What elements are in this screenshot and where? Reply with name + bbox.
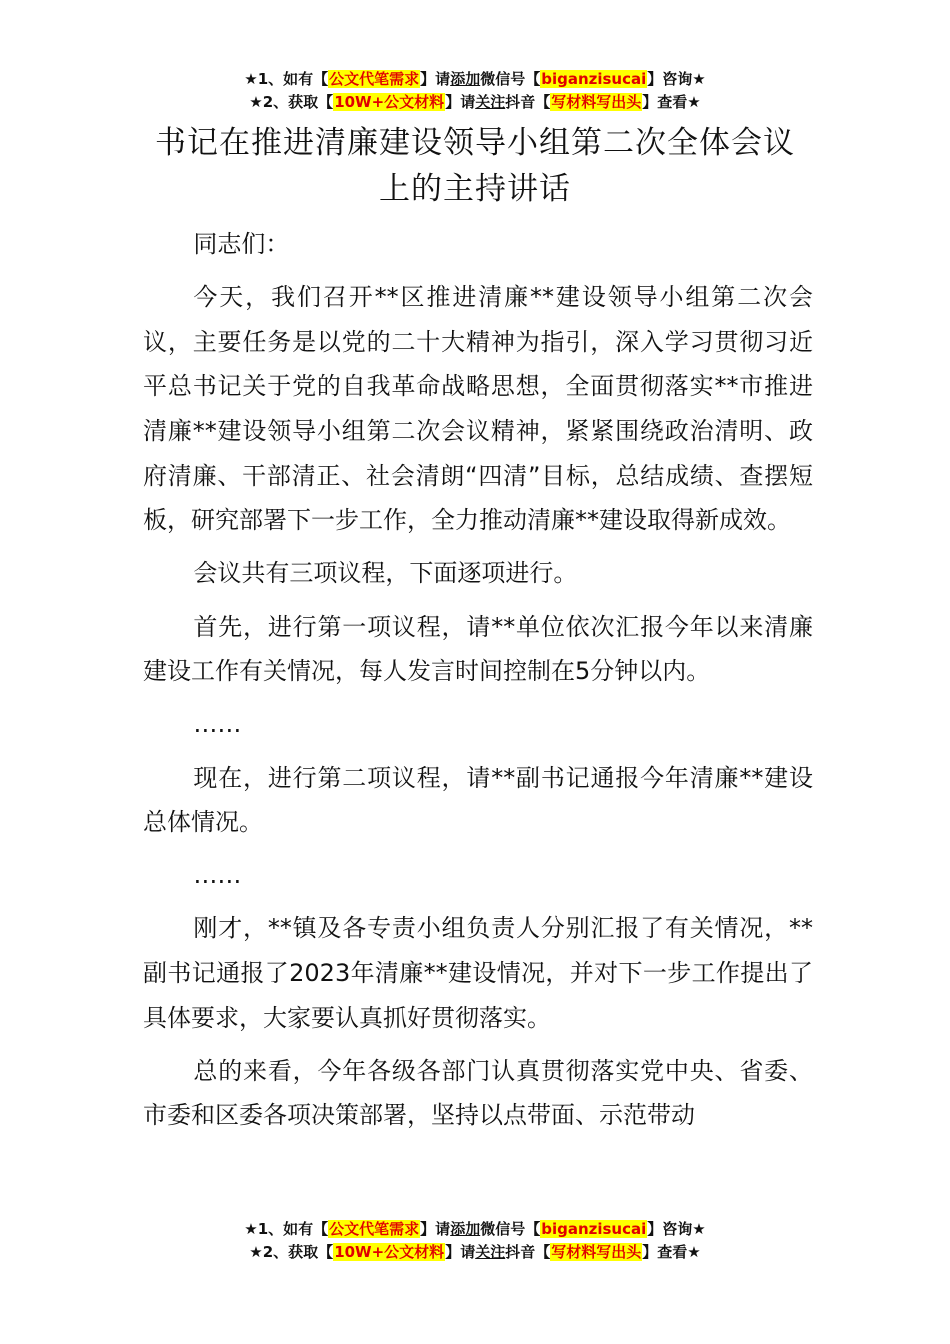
body-paragraph: 现在，进行第二项议程，请**副书记通报今年清廉**建设总体情况。 bbox=[143, 763, 813, 837]
body-paragraph: 总的来看，今年各级各部门认真贯彻落实党中央、省委、市委和区委各项决策部署，坚持以点带面、示范带动 bbox=[143, 1056, 813, 1130]
document-title: 书记在推进清廉建设领导小组第二次全体会议上的主持讲话 bbox=[155, 125, 795, 207]
document-body bbox=[143, 222, 813, 1147]
promo-underlined-text: 关注 bbox=[475, 1243, 506, 1261]
promo-text: 】咨询★ bbox=[647, 70, 706, 88]
promo-wechat-id: biganzisucai bbox=[541, 70, 647, 88]
promo-text: 】查看★ bbox=[642, 93, 701, 111]
promo-text: 】请 bbox=[420, 70, 451, 88]
body-paragraph: 刚才，**镇及各专责小组负责人分别汇报了有关情况，**副书记通报了2023年清廉**建设情况，并对下一步工作提出了具体要求，大家要认真抓好贯彻落实。 bbox=[143, 914, 813, 1032]
body-paragraph: …… bbox=[193, 861, 242, 890]
promo-highlight: 公文代笔需求 bbox=[329, 1220, 420, 1238]
body-paragraph: 同志们： bbox=[193, 230, 290, 258]
promo-underlined-text: 添加 bbox=[450, 1220, 481, 1238]
promo-highlight: 10W+公文材料 bbox=[334, 1243, 445, 1261]
promo-line-1 bbox=[0, 1218, 950, 1241]
body-paragraph: 会议共有三项议程，下面逐项进行。 bbox=[193, 559, 578, 588]
promo-wechat-id: biganzisucai bbox=[541, 1220, 647, 1238]
promo-text: 】查看★ bbox=[642, 1243, 701, 1261]
header-promo-banner bbox=[0, 68, 950, 114]
promo-text: 】请 bbox=[445, 93, 476, 111]
promo-highlight: 10W+公文材料 bbox=[334, 93, 445, 111]
promo-highlight: 公文代笔需求 bbox=[329, 70, 420, 88]
body-paragraph: 今天，我们召开**区推进清廉**建设领导小组第二次会议，主要任务是以党的二十大精神为指引，深入学习贯彻习近平总书记关于党的自我革命战略思想，全面贯彻落实**市推进清廉**建设领导小组第二次会议精神，紧紧围绕政治清明、政府清廉、干部清正、社会清朗“四清”目标，总结成绩、查摆短板，研究部署下一步工作，全力推动清廉**建设取得新成效。 bbox=[143, 283, 813, 535]
promo-text: 】咨询★ bbox=[647, 1220, 706, 1238]
promo-line-1 bbox=[0, 68, 950, 91]
promo-text: 抖音【 bbox=[505, 93, 551, 111]
promo-text: ★1、如有【 bbox=[244, 70, 329, 88]
promo-underlined-text: 添加 bbox=[450, 70, 481, 88]
body-paragraph: 首先，进行第一项议程，请**单位依次汇报今年以来清廉建设工作有关情况，每人发言时间控制在5分钟以内。 bbox=[143, 612, 813, 686]
promo-line-2 bbox=[0, 1241, 950, 1264]
promo-douyin-id: 写材料写出头 bbox=[551, 1243, 642, 1261]
footer-promo-banner bbox=[0, 1218, 950, 1264]
promo-underlined-text: 关注 bbox=[475, 93, 506, 111]
promo-text: 】请 bbox=[420, 1220, 451, 1238]
promo-text: 微信号【 bbox=[480, 70, 541, 88]
promo-douyin-id: 写材料写出头 bbox=[551, 93, 642, 111]
promo-text: 】请 bbox=[445, 1243, 476, 1261]
promo-text: ★2、获取【 bbox=[249, 93, 334, 111]
promo-line-2 bbox=[0, 91, 950, 114]
promo-text: 抖音【 bbox=[505, 1243, 551, 1261]
promo-text: ★1、如有【 bbox=[244, 1220, 329, 1238]
promo-text: ★2、获取【 bbox=[249, 1243, 334, 1261]
promo-text: 微信号【 bbox=[480, 1220, 541, 1238]
body-paragraph: …… bbox=[193, 710, 242, 739]
